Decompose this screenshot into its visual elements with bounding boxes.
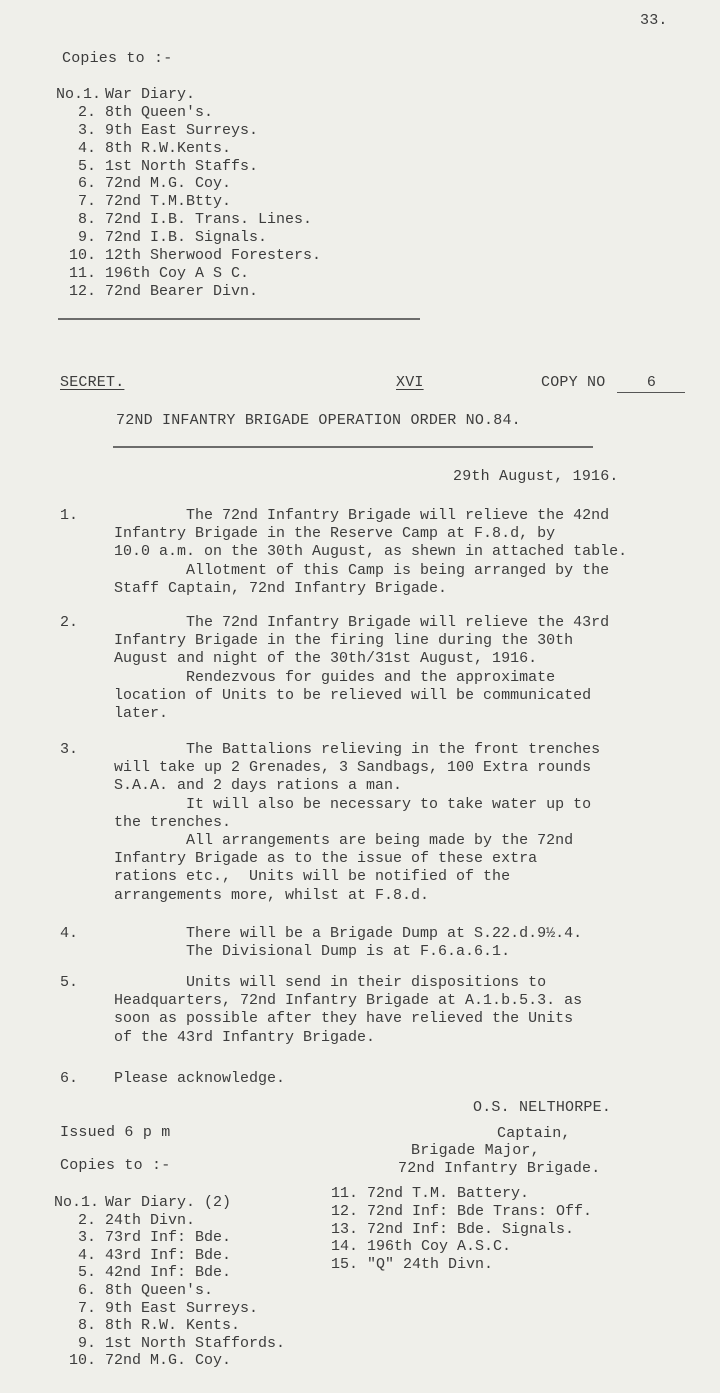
copy-item-text: 72nd M.G. Coy. xyxy=(105,1352,232,1370)
copy-item-number: 3. xyxy=(77,1229,96,1247)
copy-item-text: 72nd T.M. Battery. xyxy=(367,1185,530,1202)
paragraph-line: of the 43rd Infantry Brigade. xyxy=(114,1028,376,1046)
paragraph-line: location of Units to be relieved will be communicated xyxy=(114,686,592,704)
copy-item-number: 6. xyxy=(77,1281,96,1299)
paragraph-line: All arrangements are being made by the 72nd xyxy=(114,832,574,850)
copy-list-item xyxy=(56,265,456,283)
copy-item-number: 9. xyxy=(77,1334,96,1352)
copy-list-item xyxy=(56,211,456,229)
paragraph-body xyxy=(114,614,609,723)
copy-item-text: 42nd Inf: Bde. xyxy=(105,1264,232,1282)
copy-item-number: 11. xyxy=(68,264,96,282)
paragraph-body xyxy=(114,741,600,905)
issued-time: Issued 6 p m xyxy=(60,1124,171,1141)
copy-item-text: War Diary. (2) xyxy=(105,1194,232,1211)
paragraph-line: Please acknowledge. xyxy=(114,1070,286,1087)
copy-item-text: 1st North Staffords. xyxy=(105,1334,286,1352)
copy-item-number: 10. xyxy=(68,247,96,265)
copy-list-item xyxy=(54,1282,354,1300)
signature-unit: 72nd Infantry Brigade. xyxy=(398,1160,601,1177)
copy-item-number: No.1. xyxy=(54,1194,100,1211)
paragraph-line: Infantry Brigade in the firing line during the 30th xyxy=(114,632,574,650)
copy-item-text: 72nd I.B. Trans. Lines. xyxy=(105,211,313,229)
paragraph-line: rations etc., Units will be notified of the xyxy=(114,868,511,886)
paragraph-line: Rendezvous for guides and the approximate xyxy=(114,668,556,686)
copy-item-number: 11. xyxy=(330,1185,358,1202)
paragraph-number: 2. xyxy=(60,614,79,631)
copy-list-item xyxy=(56,193,456,211)
copy-list-item xyxy=(56,283,456,301)
bottom-copies-right xyxy=(310,1185,670,1274)
copy-item-text: 73rd Inf: Bde. xyxy=(105,1229,232,1247)
top-copies-list xyxy=(56,86,456,301)
copy-item-text: 196th Coy A S C. xyxy=(105,264,250,282)
divider-rule xyxy=(58,318,420,320)
copy-item-text: 8th R.W.Kents. xyxy=(105,139,232,157)
paragraph-line: Units will send in their dispositions to xyxy=(114,974,547,991)
copy-item-text: 1st North Staffs. xyxy=(105,157,259,175)
copy-item-text: 8th Queen's. xyxy=(105,1281,214,1299)
signature-name: O.S. NELTHORPE. xyxy=(473,1099,612,1116)
copy-list-item xyxy=(54,1229,354,1247)
paragraph-line: The Divisional Dump is at F.6.a.6.1. xyxy=(114,943,511,961)
paragraph-line: Staff Captain, 72nd Infantry Brigade. xyxy=(114,579,448,597)
paragraph-line: Infantry Brigade as to the issue of these extra xyxy=(114,850,538,868)
copy-item-text: "Q" 24th Divn. xyxy=(367,1256,494,1274)
copy-item-text: 72nd T.M.Btty. xyxy=(105,193,232,211)
signature-rank: Captain, xyxy=(497,1125,571,1142)
copy-item-number: 13. xyxy=(330,1220,358,1238)
paragraph-number: 5. xyxy=(60,974,79,991)
copy-item-number: 2. xyxy=(77,103,96,121)
paragraph-body xyxy=(114,507,627,598)
paragraph-line: August and night of the 30th/31st August, 1916. xyxy=(114,650,538,668)
copy-list-item xyxy=(54,1317,354,1335)
copy-list-item xyxy=(56,175,456,193)
copy-list-item xyxy=(310,1221,670,1239)
signature-role: Brigade Major, xyxy=(411,1142,540,1159)
copy-item-text: 72nd I.B. Signals. xyxy=(105,229,268,247)
paragraph-line: The 72nd Infantry Brigade will relieve the 43rd xyxy=(114,614,610,631)
order-title: 72ND INFANTRY BRIGADE OPERATION ORDER NO.84. xyxy=(116,412,521,429)
copy-item-number: 14. xyxy=(330,1238,358,1256)
copy-item-text: 9th East Surreys. xyxy=(105,121,259,139)
copy-list-item xyxy=(56,122,456,140)
copy-item-number: 15. xyxy=(330,1256,358,1274)
copy-list-item xyxy=(56,158,456,176)
paragraph-body xyxy=(114,1070,285,1088)
page-number: 33. xyxy=(640,12,668,29)
copy-item-number: 9. xyxy=(77,229,96,247)
copy-list-item xyxy=(54,1247,354,1265)
copy-item-text: 12th Sherwood Foresters. xyxy=(105,247,322,265)
copy-list-item xyxy=(310,1238,670,1256)
copy-item-text: 8th Queen's. xyxy=(105,103,214,121)
order-roman-number: XVI xyxy=(396,374,424,391)
top-copies-heading: Copies to :- xyxy=(62,50,173,67)
copy-list-item xyxy=(54,1264,354,1282)
paragraph-line: Allotment of this Camp is being arranged by the xyxy=(114,561,610,579)
copy-item-number: 5. xyxy=(77,1264,96,1282)
copy-item-number: 12. xyxy=(330,1202,358,1220)
title-rule xyxy=(113,446,593,448)
copy-item-text: 72nd Inf: Bde Trans: Off. xyxy=(367,1202,593,1220)
paragraph-line: Headquarters, 72nd Infantry Brigade at A.1.b.5.3. as xyxy=(114,992,583,1010)
paragraph-number: 6. xyxy=(60,1070,79,1087)
copy-list-item xyxy=(56,247,456,265)
order-date: 29th August, 1916. xyxy=(453,468,619,485)
paragraph-body xyxy=(114,974,582,1047)
paragraph-line: the trenches. xyxy=(114,813,232,831)
copy-item-number: 10. xyxy=(68,1352,96,1370)
copy-number: COPY NO 6 xyxy=(541,374,685,393)
copy-item-text: 9th East Surreys. xyxy=(105,1299,259,1317)
copy-list-item xyxy=(310,1185,670,1203)
copy-item-number: 8. xyxy=(77,211,96,229)
paragraph-number: 1. xyxy=(60,507,79,524)
copy-item-number: 3. xyxy=(77,121,96,139)
paragraph-line: will take up 2 Grenades, 3 Sandbags, 100 Extra rounds xyxy=(114,759,592,777)
copy-list-item xyxy=(310,1256,670,1274)
copy-list-item xyxy=(56,140,456,158)
copy-item-number: 6. xyxy=(77,175,96,193)
copy-item-number: 4. xyxy=(77,1246,96,1264)
copy-list-item xyxy=(56,86,456,104)
copy-item-number: 5. xyxy=(77,157,96,175)
copy-item-text: 72nd M.G. Coy. xyxy=(105,175,232,193)
copy-list-item xyxy=(56,229,456,247)
paragraph-number: 4. xyxy=(60,925,79,942)
paragraph-number: 3. xyxy=(60,741,79,758)
paragraph-line: The 72nd Infantry Brigade will relieve the 42nd xyxy=(114,507,610,524)
copy-list-item xyxy=(54,1335,354,1353)
paragraph-line: arrangements more, whilst at F.8.d. xyxy=(114,886,430,904)
copy-item-number: 7. xyxy=(77,193,96,211)
copy-item-text: 72nd Bearer Divn. xyxy=(105,282,259,300)
paragraph-body xyxy=(114,925,582,961)
copy-item-text: War Diary. xyxy=(105,86,196,103)
copy-item-number: 2. xyxy=(77,1211,96,1229)
copy-item-text: 196th Coy A.S.C. xyxy=(367,1238,512,1256)
paragraph-line: S.A.A. and 2 days rations a man. xyxy=(114,777,403,795)
copy-list-item xyxy=(54,1300,354,1318)
copy-list-item xyxy=(56,104,456,122)
paragraph-line: The Battalions relieving in the front trenches xyxy=(114,741,601,758)
copy-item-number: 4. xyxy=(77,139,96,157)
paragraph-line: Infantry Brigade in the Reserve Camp at F.8.d, by xyxy=(114,525,556,543)
bottom-copies-left xyxy=(54,1194,354,1370)
secret-label: SECRET. xyxy=(60,374,125,391)
bottom-copies-heading: Copies to :- xyxy=(60,1157,171,1174)
copy-item-number: 7. xyxy=(77,1299,96,1317)
paragraph-line: There will be a Brigade Dump at S.22.d.9½.4. xyxy=(114,925,583,942)
paragraph-line: soon as possible after they have relieved the Units xyxy=(114,1010,574,1028)
copy-item-text: 72nd Inf: Bde. Signals. xyxy=(367,1220,575,1238)
copy-item-text: 24th Divn. xyxy=(105,1211,196,1229)
copy-list-item xyxy=(310,1203,670,1221)
copy-list-item xyxy=(54,1352,354,1370)
copy-item-number: No.1. xyxy=(56,86,102,103)
copy-item-number: 8. xyxy=(77,1317,96,1335)
copy-list-item xyxy=(54,1212,354,1230)
copy-item-number: 12. xyxy=(68,282,96,300)
copy-item-text: 8th R.W. Kents. xyxy=(105,1317,241,1335)
copy-list-item xyxy=(54,1194,354,1212)
paragraph-line: 10.0 a.m. on the 30th August, as shewn in attached table. xyxy=(114,543,628,561)
copy-item-text: 43rd Inf: Bde. xyxy=(105,1246,232,1264)
paragraph-line: later. xyxy=(114,705,169,723)
paragraph-line: It will also be necessary to take water up to xyxy=(114,795,592,813)
